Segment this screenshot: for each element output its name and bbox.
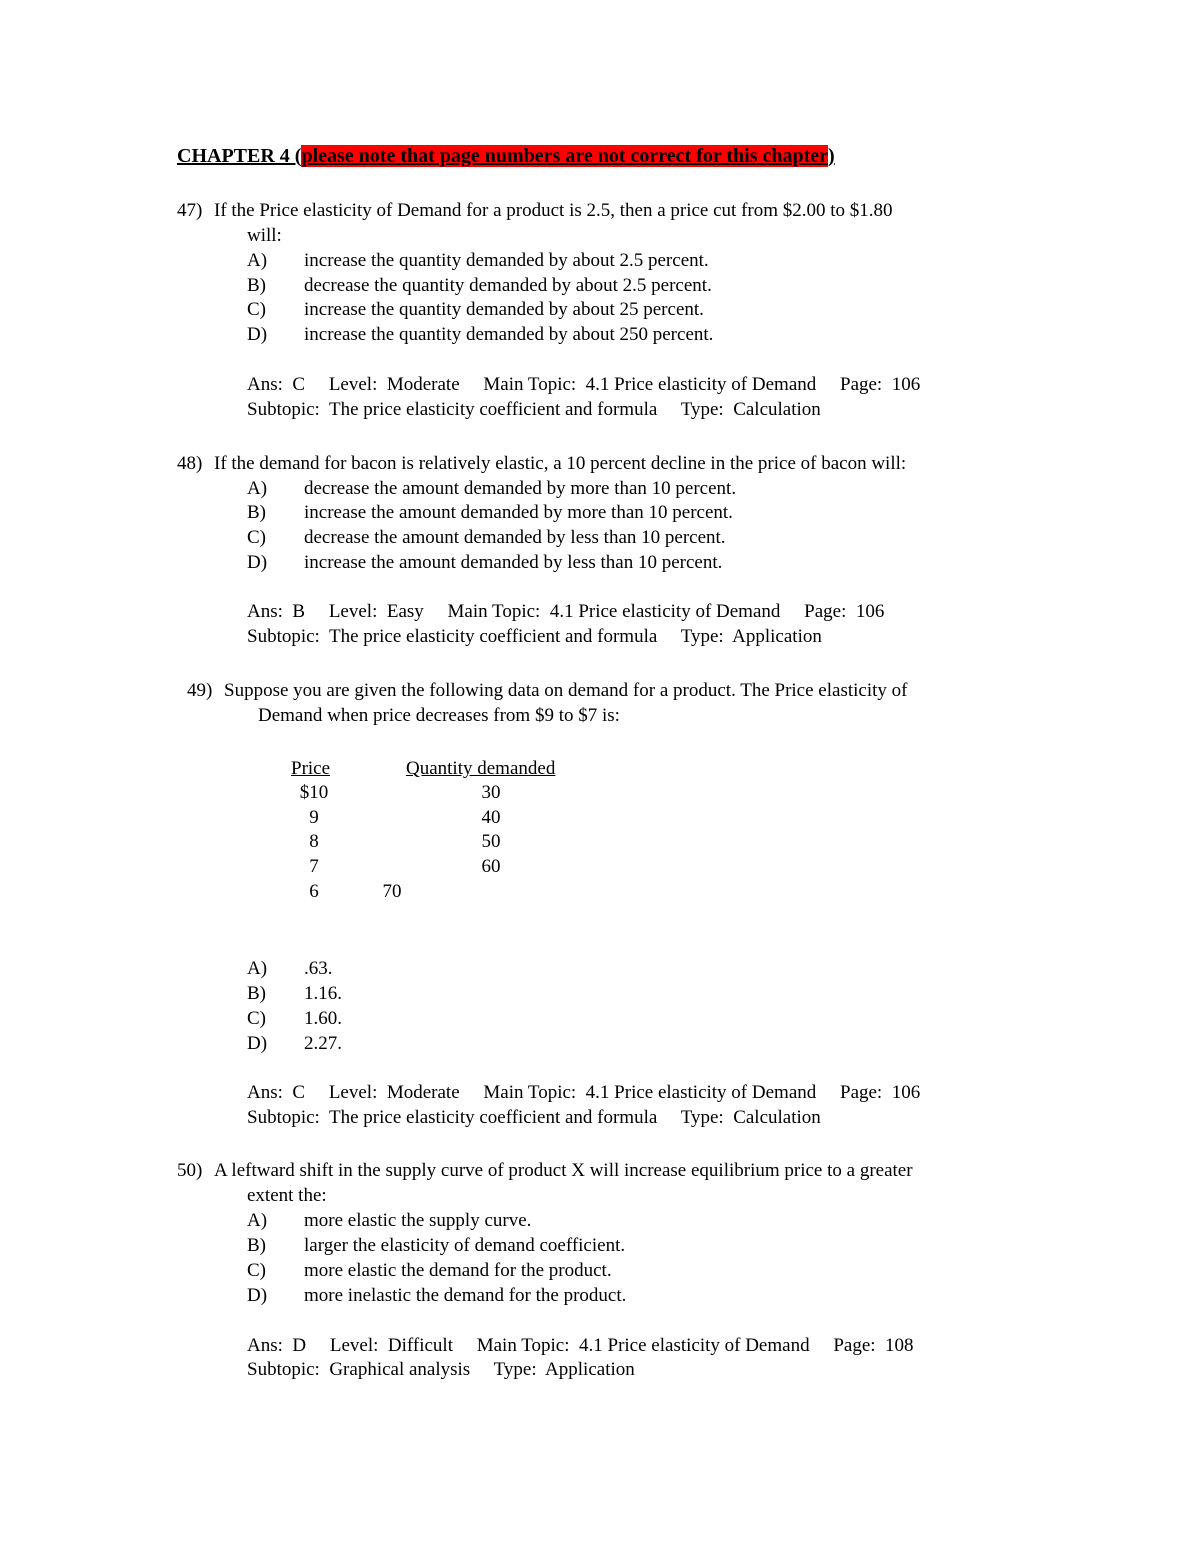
option-text: increase the quantity demanded by about 250 percent. [304, 324, 714, 345]
option-text: more elastic the demand for the product. [304, 1260, 612, 1281]
table-cell-quantity: 30 [481, 782, 501, 803]
question-stem: If the Price elasticity of Demand for a product is 2.5, then a price cut from $2.00 to $1.80 [214, 200, 893, 221]
option-text: more elastic the supply curve. [304, 1210, 532, 1231]
option-text: more inelastic the demand for the product. [304, 1285, 627, 1306]
option-letter: D) [247, 552, 268, 573]
option-text: larger the elasticity of demand coefficient. [304, 1235, 626, 1256]
question-stem: Suppose you are given the following data on demand for a product. The Price elasticity of [224, 680, 908, 701]
option-letter: B) [247, 1235, 266, 1256]
chapter-title [177, 144, 835, 168]
option-letter: C) [247, 299, 266, 320]
question-stem: If the demand for bacon is relatively elastic, a 10 percent decline in the price of bacon will: [214, 453, 907, 474]
option-letter: D) [247, 1285, 268, 1306]
question-number: 47) [177, 200, 203, 221]
option-letter: B) [247, 502, 266, 523]
option-text: .63. [304, 958, 333, 979]
subtopic-meta: Subtopic: The price elasticity coefficient and formula Type: Calculation [247, 399, 821, 420]
option-text: increase the amount demanded by less than 10 percent. [304, 552, 723, 573]
question-stem: A leftward shift in the supply curve of product X will increase equilibrium price to a greater [214, 1160, 913, 1181]
option-text: decrease the amount demanded by less than 10 percent. [304, 527, 726, 548]
table-cell-price: $10 [299, 782, 329, 803]
option-text: 1.16. [304, 983, 342, 1004]
option-letter: C) [247, 527, 266, 548]
question-stem-cont: will: [247, 225, 282, 246]
table-cell-quantity: 60 [481, 856, 501, 877]
option-letter: C) [247, 1260, 266, 1281]
question-stem-cont: extent the: [247, 1185, 327, 1206]
table-cell-quantity: 50 [481, 831, 501, 852]
option-text: 2.27. [304, 1033, 342, 1054]
option-text: increase the quantity demanded by about 25 percent. [304, 299, 704, 320]
subtopic-meta: Subtopic: The price elasticity coefficient and formula Type: Calculation [247, 1107, 821, 1128]
table-cell-price: 6 [309, 881, 319, 902]
answer-meta: Ans: C Level: Moderate Main Topic: 4.1 Price elasticity of Demand Page: 106 [247, 374, 921, 395]
option-letter: A) [247, 1210, 268, 1231]
question-number: 48) [177, 453, 203, 474]
subtopic-meta: Subtopic: Graphical analysis Type: Application [247, 1359, 635, 1380]
chapter-suffix: ) [828, 145, 835, 167]
chapter-note-highlight: please note that page numbers are not correct for this chapter [301, 145, 829, 167]
answer-meta: Ans: B Level: Easy Main Topic: 4.1 Price elasticity of Demand Page: 106 [247, 601, 885, 622]
option-text: increase the quantity demanded by about 2.5 percent. [304, 250, 709, 271]
answer-meta: Ans: C Level: Moderate Main Topic: 4.1 Price elasticity of Demand Page: 106 [247, 1082, 921, 1103]
table-cell-price: 9 [309, 807, 319, 828]
option-letter: A) [247, 958, 268, 979]
answer-meta: Ans: D Level: Difficult Main Topic: 4.1 Price elasticity of Demand Page: 108 [247, 1335, 914, 1356]
option-letter: A) [247, 478, 268, 499]
table-header-quantity: Quantity demanded [406, 758, 556, 779]
table-header-price: Price [291, 758, 331, 779]
question-stem-cont: Demand when price decreases from $9 to $7 is: [258, 705, 620, 726]
option-letter: B) [247, 275, 266, 296]
table-cell-price: 8 [309, 831, 319, 852]
table-cell-quantity: 70 [382, 881, 402, 902]
option-letter: C) [247, 1008, 266, 1029]
option-letter: D) [247, 324, 268, 345]
option-text: 1.60. [304, 1008, 342, 1029]
option-text: decrease the amount demanded by more than 10 percent. [304, 478, 737, 499]
option-letter: D) [247, 1033, 268, 1054]
question-number: 50) [177, 1160, 203, 1181]
table-cell-price: 7 [309, 856, 319, 877]
table-cell-quantity: 40 [481, 807, 501, 828]
chapter-prefix: CHAPTER 4 ( [177, 145, 302, 167]
option-letter: A) [247, 250, 268, 271]
option-text: increase the amount demanded by more than 10 percent. [304, 502, 733, 523]
question-number: 49) [187, 680, 213, 701]
option-text: decrease the quantity demanded by about 2.5 percent. [304, 275, 712, 296]
option-letter: B) [247, 983, 266, 1004]
subtopic-meta: Subtopic: The price elasticity coefficient and formula Type: Application [247, 626, 822, 647]
